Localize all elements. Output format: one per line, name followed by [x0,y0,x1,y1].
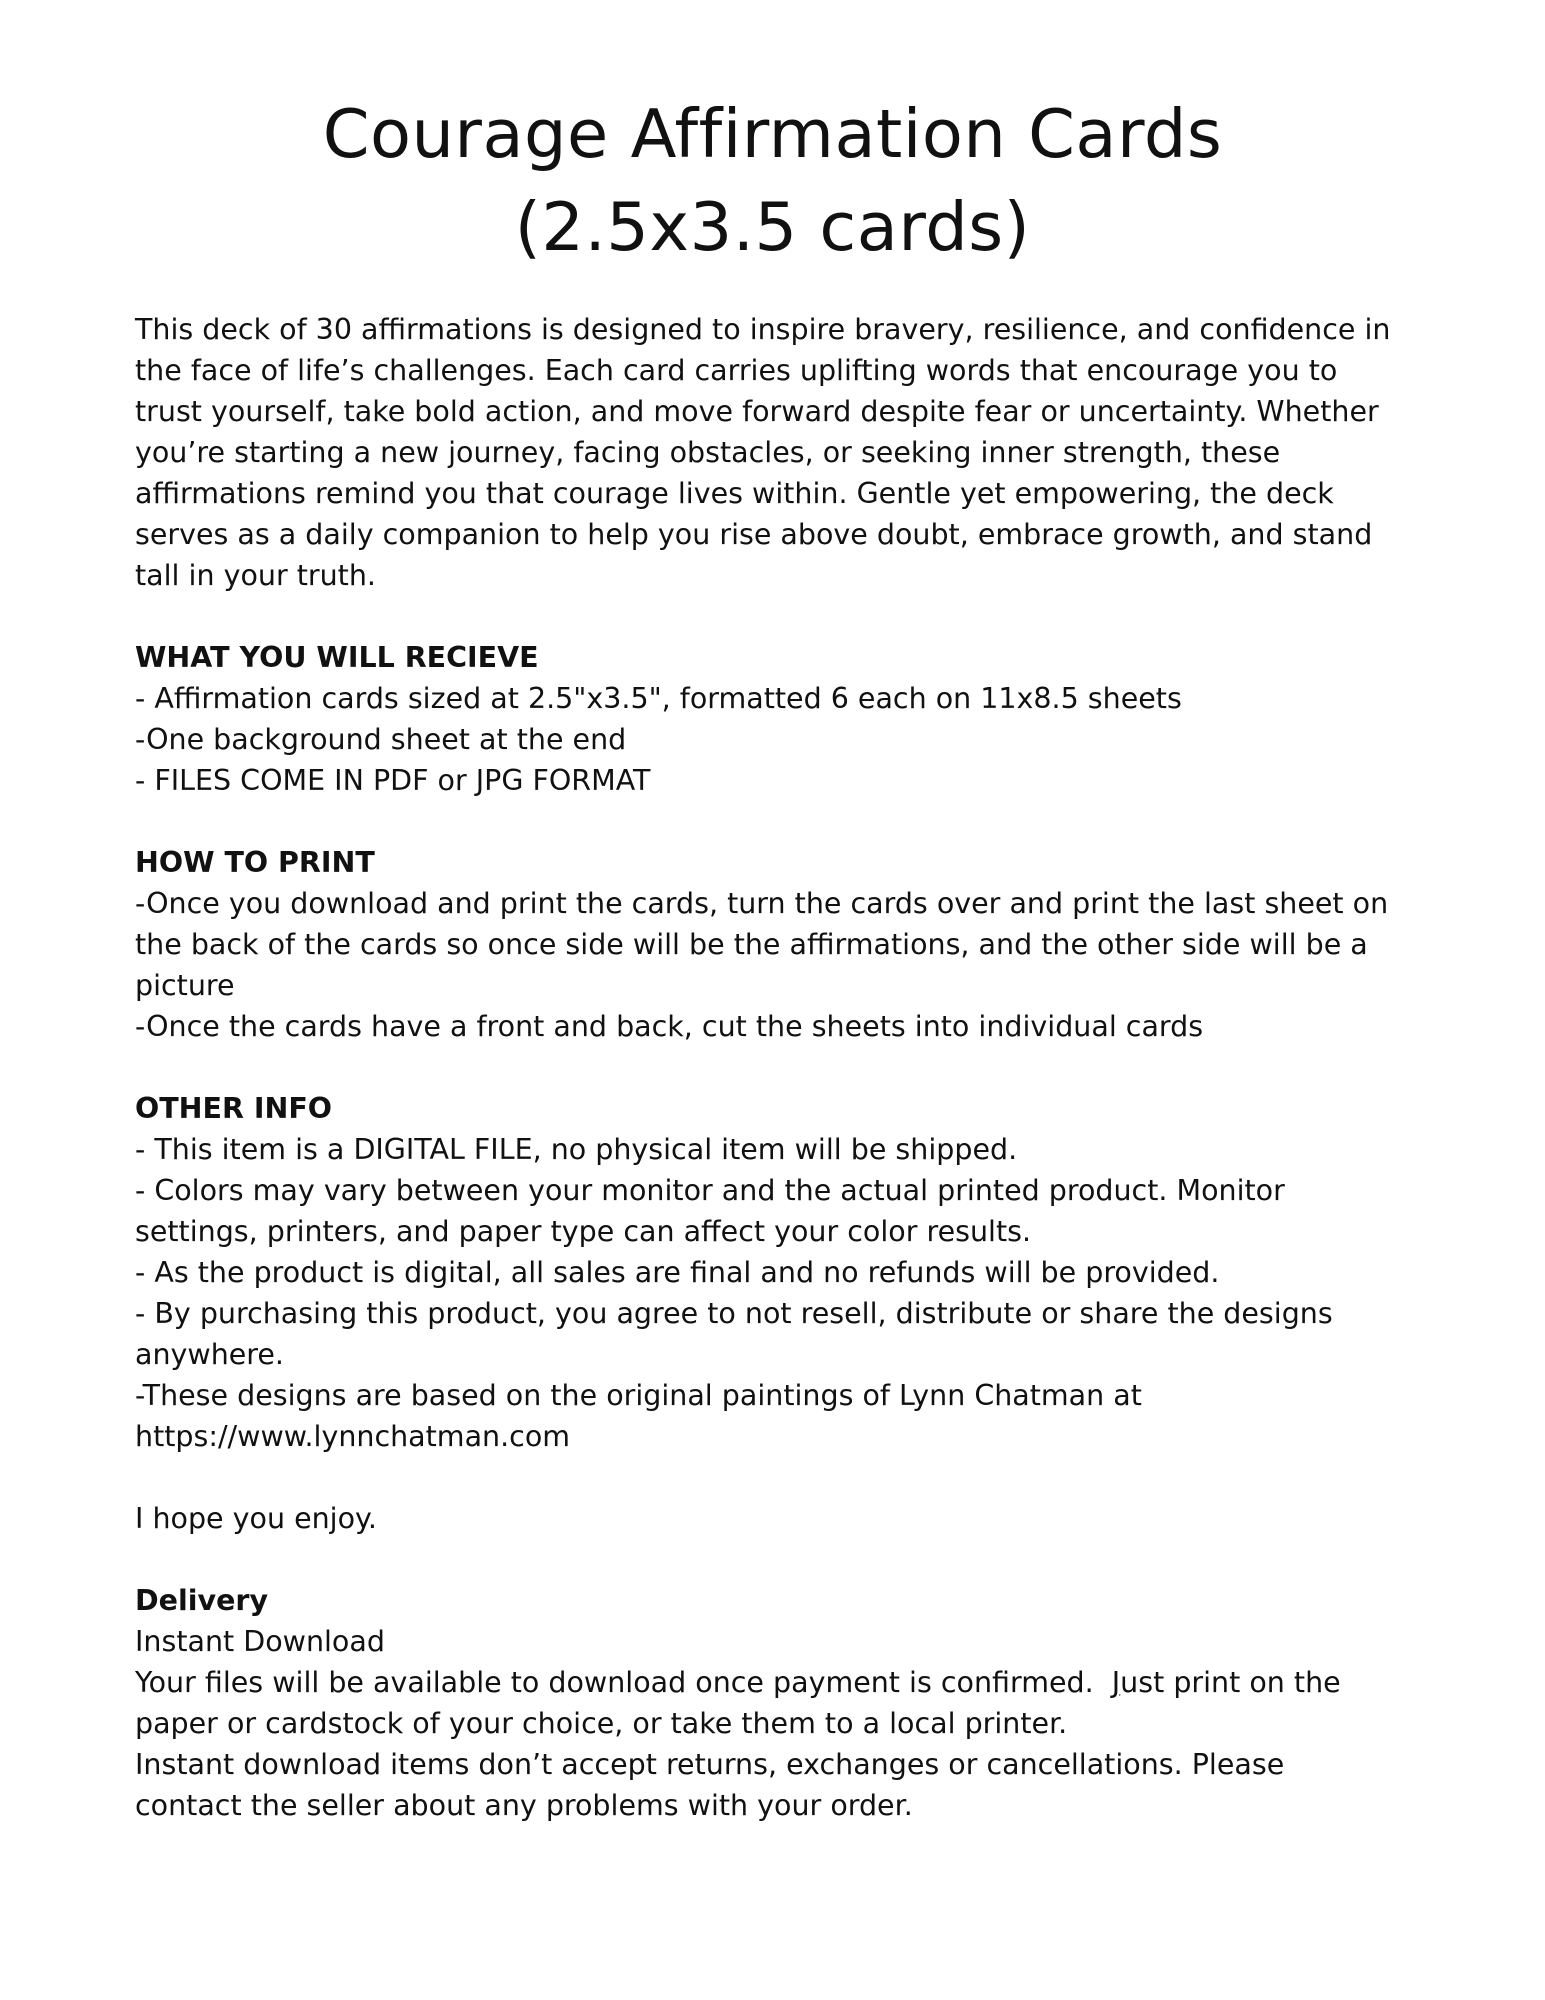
title-line-2: (2.5x3.5 cards) [514,188,1031,266]
intro-paragraph [135,309,1435,596]
intro-line: tall in your truth. [135,559,376,592]
print-heading: HOW TO PRINT [135,846,375,879]
spacer [135,1457,1435,1498]
intro-line: the face of life’s challenges. Each card carries uplifting words that encourage you to [135,354,1338,387]
delivery-line: contact the seller about any problems with your order. [135,1789,913,1822]
receive-line: - Affirmation cards sized at 2.5"x3.5", formatted 6 each on 11x8.5 sheets [135,682,1182,715]
underlined-letter: J [1111,1666,1121,1699]
intro-line: trust yourself, take bold action, and move forward despite fear or uncertainty. Whether [135,395,1379,428]
delivery-line: paper or cardstock of your choice, or take them to a local printer. [135,1707,1068,1740]
receive-line: -One background sheet at the end [135,723,627,756]
other-info-line: -These designs are based on the original paintings of Lynn Chatman at [135,1379,1142,1412]
page-title [0,88,1545,274]
delivery-line-end: ust print on the [1120,1666,1341,1699]
intro-line: affirmations remind you that courage lives within. Gentle yet empowering, the deck [135,477,1334,510]
website-url: https://www.lynnchatman.com [135,1420,571,1453]
receive-heading: WHAT YOU WILL RECIEVE [135,641,539,674]
print-section [135,842,1435,1047]
delivery-heading: Delivery [135,1584,269,1617]
intro-line: serves as a daily companion to help you rise above doubt, embrace growth, and stand [135,518,1373,551]
other-info-section [135,1088,1435,1457]
spacer [135,1539,1435,1580]
delivery-line: Instant download items don’t accept returns, exchanges or cancellations. Please [135,1748,1285,1781]
print-line: the back of the cards so once side will be the affirmations, and the other side will be a [135,928,1368,961]
delivery-subheading: Instant Download [135,1625,385,1658]
receive-line: - FILES COME IN PDF or JPG FORMAT [135,764,651,797]
print-line: -Once you download and print the cards, turn the cards over and print the last sheet on [135,887,1389,920]
intro-line: This deck of 30 affirmations is designed to inspire bravery, resilience, and confidence in [135,313,1391,346]
delivery-line-start: Your files will be available to download once payment is confirmed. [135,1666,1112,1699]
title-line-1: Courage Affirmation Cards [322,95,1223,173]
closing-section [135,1498,1435,1539]
closing-line: I hope you enjoy. [135,1502,377,1535]
other-info-line: - Colors may vary between your monitor and the actual printed product. Monitor [135,1174,1285,1207]
receive-section [135,637,1435,801]
spacer [135,801,1435,842]
print-line: picture [135,969,235,1002]
other-info-line: - By purchasing this product, you agree to not resell, distribute or share the designs [135,1297,1333,1330]
intro-line: you’re starting a new journey, facing obstacles, or seeking inner strength, these [135,436,1281,469]
delivery-line [135,1662,1435,1703]
print-line: -Once the cards have a front and back, cut the sheets into individual cards [135,1010,1204,1043]
other-info-line: - As the product is digital, all sales are final and no refunds will be provided. [135,1256,1220,1289]
document-body [135,309,1435,1826]
other-info-heading: OTHER INFO [135,1092,333,1125]
spacer [135,596,1435,637]
other-info-line: anywhere. [135,1338,284,1371]
delivery-section [135,1580,1435,1826]
other-info-line: - This item is a DIGITAL FILE, no physical item will be shipped. [135,1133,1018,1166]
other-info-line: settings, printers, and paper type can affect your color results. [135,1215,1032,1248]
spacer [135,1047,1435,1088]
